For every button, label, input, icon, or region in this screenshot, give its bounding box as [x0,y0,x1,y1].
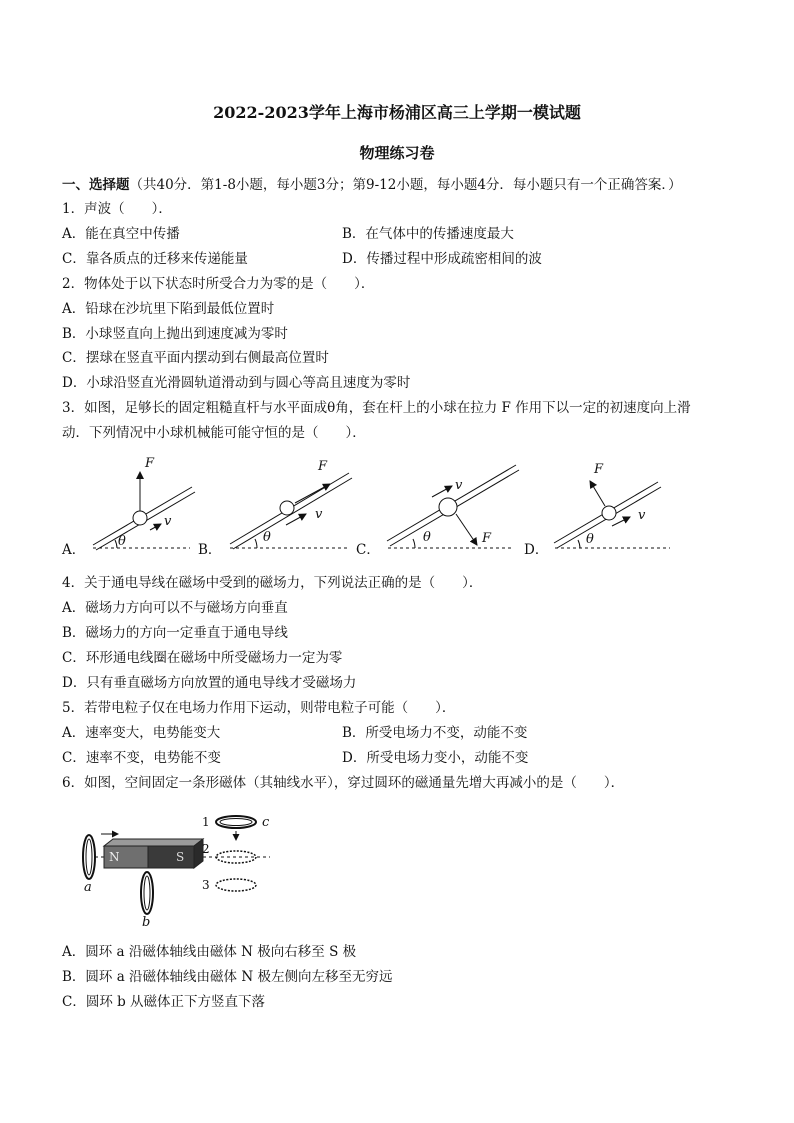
magnet-s-pole [148,846,194,868]
velocity-label: v [455,478,463,493]
section-note: （共40分．第1-8小题，每小题3分；第9-12小题，每小题4分．每小题只有一个正确答案．） [129,177,682,193]
q1-option-c: C．靠各质点的迁移来传递能量 [62,251,248,267]
q3-stem-line2: 动．下列情况中小球机械能可能守恒的是（ ）． [62,425,366,441]
q2-option-d: D．小球沿竖直光滑圆轨道滑动到与圆心等高且速度为零时 [62,375,411,391]
angle-label: θ [423,530,431,545]
q1-stem: 1．声波（ ）． [62,201,172,217]
q5-stem: 5．若带电粒子仅在电场力作用下运动，则带电粒子可能（ ）． [62,700,456,716]
q3-option-b-label: B． [198,542,222,558]
velocity-label: v [315,507,323,522]
q3-option-c-label: C． [356,542,380,558]
q4-option-c: C．环形通电线圈在磁场中所受磁场力一定为零 [62,650,343,666]
velocity-label: v [638,508,646,523]
section-heading: 一、选择题 [62,177,130,193]
q2-option-b: B．小球竖直向上抛出到速度减为零时 [62,326,288,342]
position-1-label: 1 [202,815,210,829]
q3-option-d-label: D． [524,542,549,558]
q6-option-b: B．圆环 a 沿磁体轴线由磁体 N 极左侧向左移至无穷远 [62,969,393,985]
q2-option-a: A．铅球在沙坑里下陷到最低位置时 [62,301,275,317]
ring-b-label: b [142,915,151,930]
ring-b [141,872,153,930]
force-label: F [482,531,492,546]
paper-subtitle: 物理练习卷 [359,144,435,162]
ring-a-label: a [84,880,92,895]
q5-option-a: A．速率变大，电势能变大 [62,725,221,741]
q3-option-a-label: A． [62,542,86,558]
q6-option-c: C．圆环 b 从磁体正下方竖直下落 [62,994,266,1010]
force-label: F [145,456,155,471]
q2-stem: 2．物体处于以下状态时所受合力为零的是（ ）． [62,276,375,292]
q5-option-b: B．所受电场力不变，动能不变 [342,725,528,741]
position-2-label: 2 [202,842,210,856]
q5-option-d: D．所受电场力变小，动能不变 [342,750,529,766]
ring-c-label: c [262,815,270,830]
force-label: F [594,462,604,477]
n-pole-label: N [109,850,120,864]
ring-c-position-3 [216,879,256,891]
s-pole-label: S [176,850,185,864]
q3-stem-line1: 3．如图，足够长的固定粗糙直杆与水平面成θ角，套在杆上的小球在拉力 F 作用下以一定的初速度向上滑 [62,400,691,416]
q4-stem: 4．关于通电导线在磁场中受到的磁场力，下列说法正确的是（ ）． [62,575,483,591]
q5-option-c: C．速率不变，电势能不变 [62,750,221,766]
ring-c [202,815,270,892]
q4-option-a: A．磁场力方向可以不与磁场方向垂直 [62,600,288,616]
bar-magnet [104,839,203,868]
q1-option-a: A．能在真空中传播 [62,226,180,242]
q6-option-a: A．圆环 a 沿磁体轴线由磁体 N 极向右移至 S 极 [62,944,357,960]
angle-label: θ [118,534,126,549]
q1-option-d: D．传播过程中形成疏密相间的波 [342,251,542,267]
position-3-label: 3 [202,878,210,892]
angle-label: θ [263,530,271,545]
velocity-label: v [164,514,172,529]
paper-title: 2022-2023学年上海市杨浦区高三上学期一模试题 [213,103,581,122]
q4-option-d: D．只有垂直磁场方向放置的通电导线才受磁场力 [62,675,357,691]
q2-option-c: C．摆球在竖直平面内摆动到右侧最高位置时 [62,350,329,366]
q4-option-b: B．磁场力的方向一定垂直于通电导线 [62,625,288,641]
angle-label: θ [586,532,594,547]
q6-stem: 6．如图，空间固定一条形磁体（其轴线水平），穿过圆环的磁通量先增大再减小的是（ ）． [62,775,625,791]
force-label: F [318,459,328,474]
q1-option-b: B．在气体中的传播速度最大 [342,226,514,242]
